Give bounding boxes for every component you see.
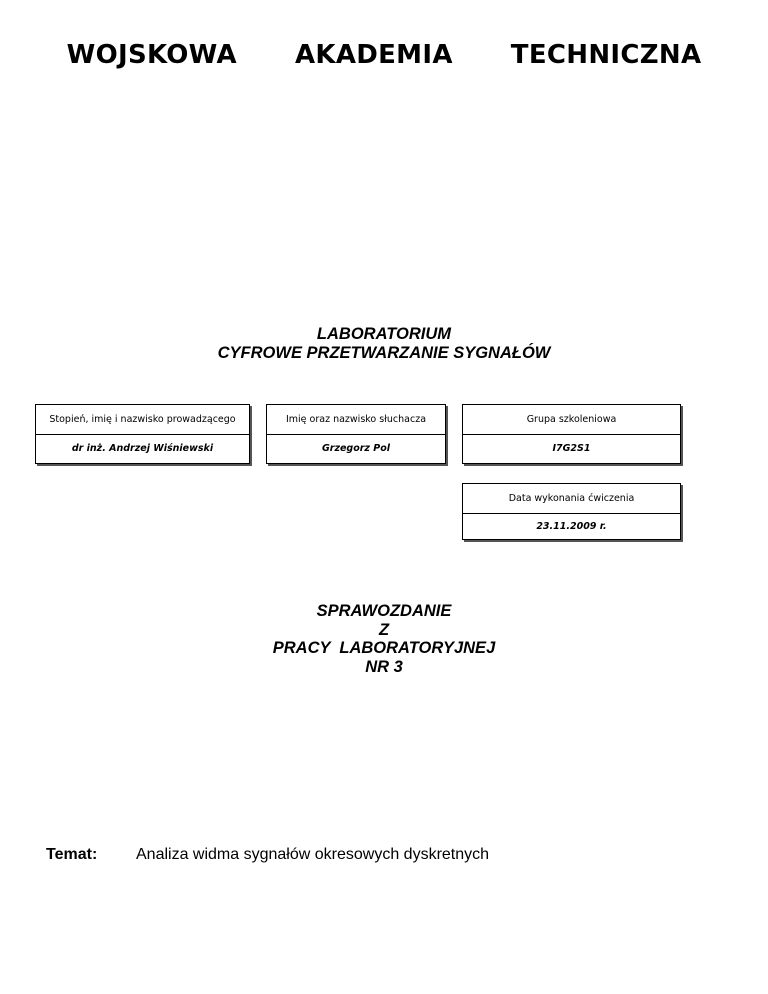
topic-label: Temat: — [46, 846, 98, 863]
date-label: Data wykonania ćwiczenia — [463, 484, 680, 514]
date-value: 23.11.2009 r. — [536, 521, 607, 532]
group-box — [462, 404, 681, 464]
instructor-value: dr inż. Andrzej Wiśniewski — [71, 443, 214, 454]
report-type: PRACY LABORATORYJNEJ — [272, 639, 496, 657]
group-label: Grupa szkoleniowa — [463, 405, 680, 435]
lab-title: LABORATORIUM — [316, 325, 452, 343]
instructor-box — [35, 404, 250, 464]
student-box — [266, 404, 446, 464]
student-label: Imię oraz nazwisko słuchacza — [267, 405, 445, 435]
instructor-label: Stopień, imię i nazwisko prowadzącego — [36, 405, 249, 435]
group-value: I7G2S1 — [552, 443, 591, 454]
lab-subject: CYFROWE PRZETWARZANIE SYGNAŁÓW — [217, 344, 551, 362]
lab-heading — [0, 325, 768, 363]
report-connector: Z — [378, 620, 390, 639]
date-box — [462, 483, 681, 540]
student-value: Grzegorz Pol — [321, 443, 391, 454]
topic-value: Analiza widma sygnałów okresowych dyskretnych — [136, 846, 490, 863]
report-number: NR 3 — [365, 657, 403, 676]
report-title: SPRAWOZDANIE — [316, 602, 452, 620]
institution-title: WOJSKOWA AKADEMIA TECHNICZNA — [66, 40, 702, 70]
report-heading — [0, 602, 768, 676]
